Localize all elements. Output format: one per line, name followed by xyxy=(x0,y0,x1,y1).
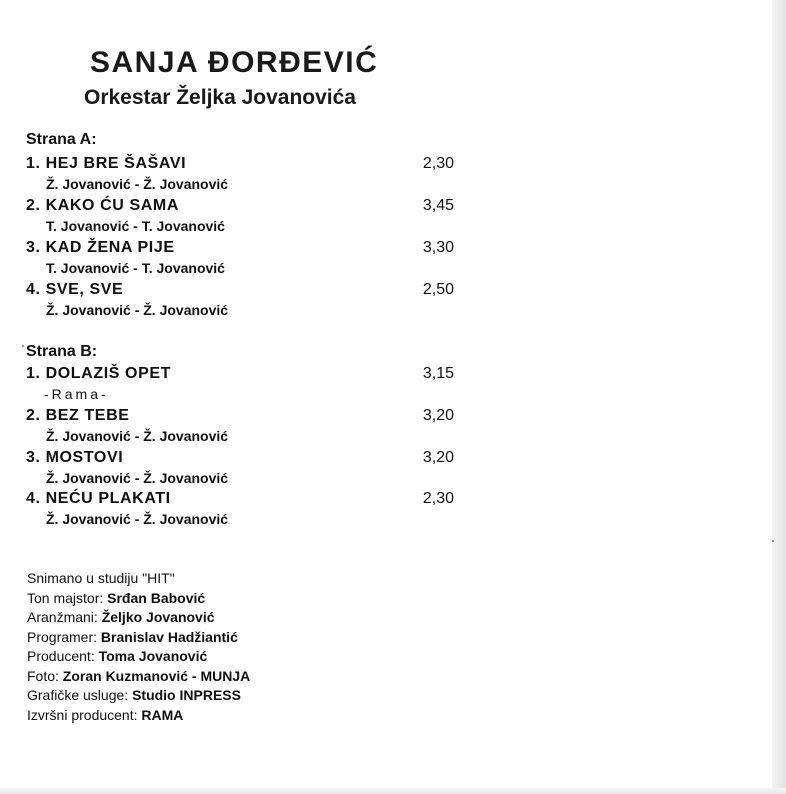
credit-label: Aranžmani: xyxy=(27,609,102,625)
credit-label: Izvršni producent: xyxy=(27,706,142,723)
track-credit: Ž. Jovanović - Ž. Jovanović xyxy=(46,470,229,486)
credit-value: Branislav Hadžiantić xyxy=(100,628,238,645)
track-duration: 3,45 xyxy=(422,197,454,214)
track-title: 1. DOLAZIŠ OPET xyxy=(26,365,172,382)
credit-label: Foto: xyxy=(27,667,63,684)
track-title: 4. SVE, SVE xyxy=(26,281,124,298)
credit-programer xyxy=(27,628,250,648)
track-title: 4. NEĆU PLAKATI xyxy=(26,490,171,507)
credit-foto xyxy=(27,667,250,687)
track-duration: 2,30 xyxy=(422,490,454,507)
paper-edge-right xyxy=(772,0,786,794)
credit-value: Studio INPRESS xyxy=(132,687,241,703)
credit-value: Željko Jovanović xyxy=(101,609,215,625)
credit-producent xyxy=(27,647,250,667)
track-duration: 3,30 xyxy=(422,239,454,256)
track-credit: Ž. Jovanović - Ž. Jovanović xyxy=(46,511,229,527)
track-credit: Ž. Jovanović - Ž. Jovanović xyxy=(46,302,229,318)
track-duration: 2,30 xyxy=(422,155,454,172)
track-credit: -Rama- xyxy=(44,386,109,402)
track-credit: T. Jovanović - T. Jovanović xyxy=(46,218,225,234)
credit-aranzmani xyxy=(27,608,250,628)
side-b-label: Strana B: xyxy=(26,343,98,360)
track-title: 1. HEJ BRE ŠAŠAVI xyxy=(26,155,187,172)
side-a-label: Strana A: xyxy=(26,131,97,148)
credit-value: Zoran Kuzmanović - MUNJA xyxy=(62,667,251,684)
track-credit: Ž. Jovanović - Ž. Jovanović xyxy=(46,428,229,444)
artist-title: SANJA ĐORĐEVIĆ xyxy=(90,46,379,79)
track-credit: T. Jovanović - T. Jovanović xyxy=(46,260,225,276)
production-credits xyxy=(27,569,250,725)
track-title: 2. BEZ TEBE xyxy=(26,407,130,424)
track-title: 3. KAD ŽENA PIJE xyxy=(26,239,175,256)
credit-label: Ton majstor: xyxy=(27,589,108,606)
credit-value: RAMA xyxy=(141,706,184,723)
track-duration: 2,50 xyxy=(422,281,454,298)
credit-izvrsni xyxy=(27,706,250,726)
track-title: 3. MOSTOVI xyxy=(26,449,124,466)
credit-label: Producent: xyxy=(27,648,99,664)
credit-label: Programer: xyxy=(27,628,101,645)
track-credit: Ž. Jovanović - Ž. Jovanović xyxy=(46,176,229,192)
credit-graficke xyxy=(27,686,250,706)
credit-value: Srđan Babović xyxy=(107,589,206,606)
track-duration: 3,20 xyxy=(422,407,454,424)
credit-value: Toma Jovanović xyxy=(98,648,208,664)
credit-label: Grafičke usluge: xyxy=(27,687,133,703)
track-duration: 3,15 xyxy=(422,365,454,382)
credit-ton-majstor xyxy=(27,589,250,609)
credit-studio xyxy=(27,569,250,589)
paper-edge-bottom xyxy=(0,788,786,794)
track-duration: 3,20 xyxy=(422,449,454,466)
scan-speck xyxy=(22,345,24,347)
credit-label: Snimano u studiju "HIT" xyxy=(27,570,175,586)
track-title: 2. KAKO ĆU SAMA xyxy=(26,197,180,214)
orchestra-subtitle: Orkestar Željka Jovanovića xyxy=(84,86,356,109)
scan-speck xyxy=(772,540,774,542)
